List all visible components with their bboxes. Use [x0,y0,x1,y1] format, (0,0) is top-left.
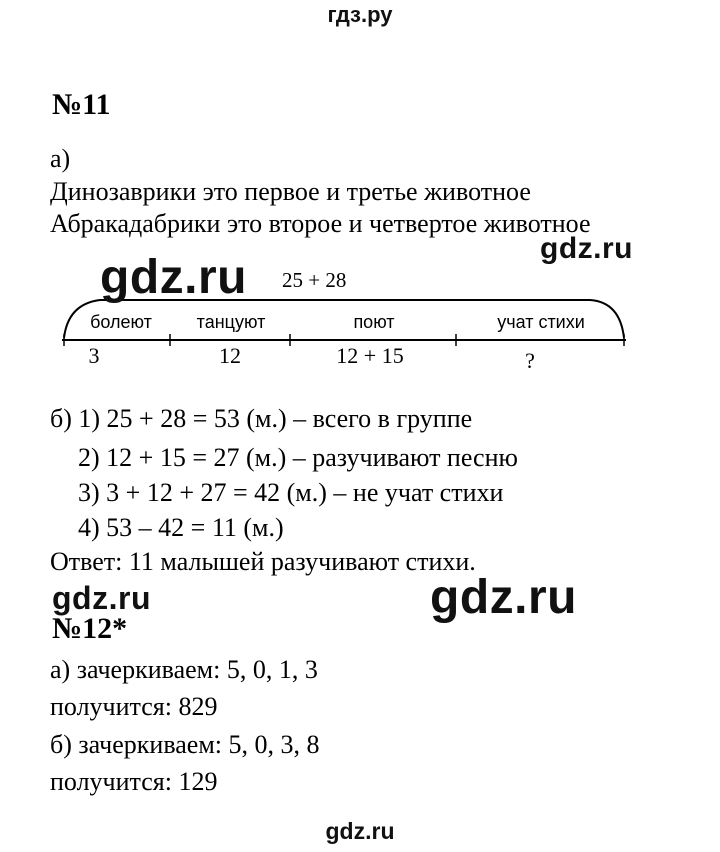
task-11-line-2: Абракадабрики это второе и четвертое животное [50,209,591,238]
task-12-a-result: получится: 829 [50,692,218,721]
segment-label-dance: танцуют [196,312,266,332]
solution-step-3: 3) 3 + 12 + 27 = 42 (м.) – не учат стихи [78,478,504,507]
task-11-answer: Ответ: 11 малышей разучивают стихи. [50,547,476,576]
watermark-logo: gdz.ru [52,580,151,616]
segment-value-poems: ? [525,348,535,373]
watermark-logo: gdz.ru [540,232,633,265]
site-header: гдз.ру [327,2,393,27]
solution-step-1: б) 1) 25 + 28 = 53 (м.) – всего в группе [50,404,473,433]
solution-step-2: 2) 12 + 15 = 27 (м.) – разучивают песню [78,443,518,472]
solution-step-4: 4) 53 – 42 = 11 (м.) [78,513,284,542]
task-12-b-crossed: б) зачеркиваем: 5, 0, 3, 8 [50,730,320,759]
diagram-total-label: 25 + 28 [282,268,347,292]
site-footer: gdz.ru [325,818,395,844]
segment-label-poems: учат стихи [497,312,585,332]
segment-label-ill: болеют [90,312,152,332]
segment-value-sing: 12 + 15 [336,343,404,368]
task-11-part-a-label: а) [50,144,71,173]
watermark-logo: gdz.ru [430,571,577,624]
segment-value-dance: 12 [219,343,241,368]
task-11-heading: №11 [52,88,111,121]
task-11-line-1: Динозаврики это первое и третье животное [50,177,531,206]
watermark-logo: gdz.ru [100,251,247,304]
task-12-b-result: получится: 129 [50,767,218,796]
segment-value-ill: 3 [88,343,100,368]
segment-label-sing: поют [353,312,395,332]
task-12-heading: №12* [52,612,128,645]
task-12-a-crossed: а) зачеркиваем: 5, 0, 1, 3 [50,655,318,684]
